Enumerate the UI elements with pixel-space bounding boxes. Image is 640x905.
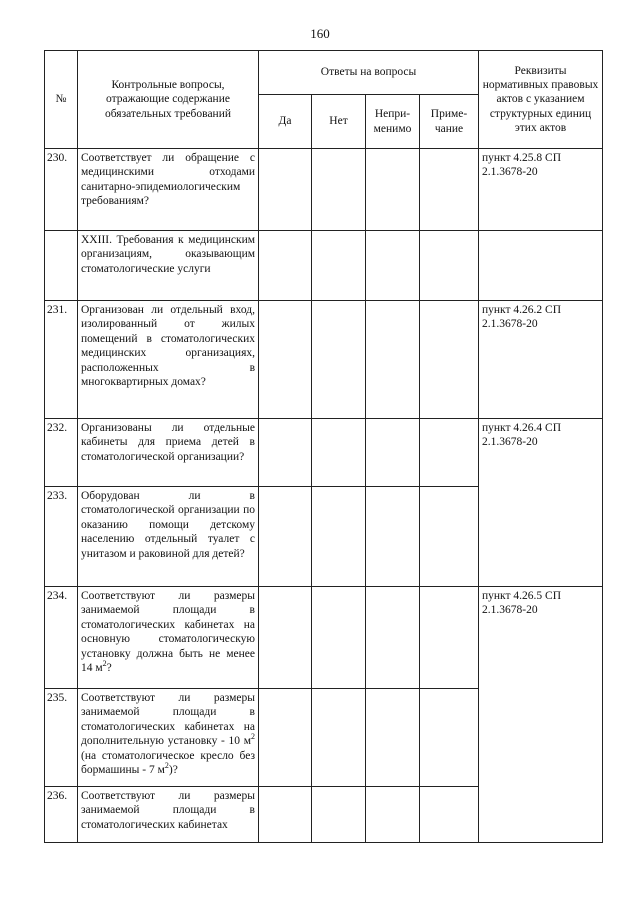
table-row xyxy=(45,301,603,419)
answer-yes-cell[interactable] xyxy=(259,787,312,843)
row-question: Оборудован ли в стоматологической организации по оказанию помощи детскому населению отдельный туалет с унитазом и раковиной для детей? xyxy=(78,487,259,587)
answer-yes-cell[interactable] xyxy=(259,487,312,587)
reference-line: 2.1.3678-20 xyxy=(482,604,538,617)
answer-no-cell[interactable] xyxy=(312,787,366,843)
answer-note-cell[interactable] xyxy=(420,419,479,487)
answer-note-cell[interactable] xyxy=(420,689,479,787)
row-question: Организован ли отдельный вход, изолированный от жилых помещений в стоматологических медицинских организациях, расположенных в многоквартирных домах? xyxy=(78,301,259,419)
answer-na-cell[interactable] xyxy=(366,787,420,843)
header-questions: Контрольные вопросы, отражающие содержание обязательных требований xyxy=(78,51,259,149)
row-number: 235. xyxy=(45,689,78,787)
row-number: 232. xyxy=(45,419,78,487)
header-na: Непри-менимо xyxy=(366,95,420,149)
reference-line: пункт 4.26.2 СП xyxy=(482,304,561,316)
answer-note-cell[interactable] xyxy=(420,149,479,231)
table-row xyxy=(45,419,603,487)
answer-na-cell[interactable] xyxy=(366,149,420,231)
row-question: Соответствуют ли размеры занимаемой площади в стоматологических кабинетах на основную стоматологическую установку должна быть не менее 14 $м^2$? xyxy=(78,587,259,689)
answer-no-cell[interactable] xyxy=(312,689,366,787)
row-number: 230. xyxy=(45,149,78,231)
checklist-table xyxy=(44,50,603,843)
section-row xyxy=(45,231,603,301)
section-heading: XXIII. Требования к медицинским организациям, оказывающим стоматологические услуги xyxy=(78,231,259,301)
answer-yes-cell[interactable] xyxy=(259,301,312,419)
row-question: Соответствуют ли размеры занимаемой площади в стоматологических кабинетах xyxy=(78,787,259,843)
answer-no-cell[interactable] xyxy=(312,487,366,587)
reference-line: пункт 4.25.8 СП xyxy=(482,152,561,164)
row-reference xyxy=(479,587,603,843)
row-question: Организованы ли отдельные кабинеты для приема детей в стоматологической организации? xyxy=(78,419,259,487)
answer-na-cell[interactable] xyxy=(366,587,420,689)
row-number: 236. xyxy=(45,787,78,843)
page-number: 160 xyxy=(310,26,330,41)
header-note: Приме-чание xyxy=(420,95,479,149)
row-question: Соответствует ли обращение с медицинскими отходами санитарно-эпидемиологическим требованиям? xyxy=(78,149,259,231)
reference-line: пункт 4.26.5 СП xyxy=(482,590,561,602)
reference-line: 2.1.3678-20 xyxy=(482,436,538,449)
answer-note-cell[interactable] xyxy=(420,787,479,843)
answer-yes-cell[interactable] xyxy=(259,149,312,231)
row-number: 231. xyxy=(45,301,78,419)
header-num: № xyxy=(45,51,78,149)
row-reference xyxy=(479,149,603,231)
header-answers: Ответы на вопросы xyxy=(259,51,479,95)
answer-note-cell[interactable] xyxy=(420,487,479,587)
answer-na-cell[interactable] xyxy=(366,419,420,487)
row-reference xyxy=(479,301,603,419)
header-yes: Да xyxy=(259,95,312,149)
answer-note-cell[interactable] xyxy=(420,301,479,419)
answer-na-cell[interactable] xyxy=(366,487,420,587)
header-no: Нет xyxy=(312,95,366,149)
answer-yes-cell[interactable] xyxy=(259,419,312,487)
row-reference xyxy=(479,419,603,587)
answer-no-cell[interactable] xyxy=(312,419,366,487)
reference-line: 2.1.3678-20 xyxy=(482,166,538,179)
row-number: 233. xyxy=(45,487,78,587)
table-row xyxy=(45,149,603,231)
header-requisites: Реквизиты нормативных правовых актов с указанием структурных единиц этих актов xyxy=(479,51,603,149)
row-question: Соответствуют ли размеры занимаемой площади в стоматологических кабинетах на дополнительную установку - 10 $м^2$ (на стоматологическое кресло без бормашины - 7 $м^2$)? xyxy=(78,689,259,787)
answer-no-cell[interactable] xyxy=(312,149,366,231)
reference-line: 2.1.3678-20 xyxy=(482,318,538,331)
answer-na-cell[interactable] xyxy=(366,301,420,419)
answer-no-cell[interactable] xyxy=(312,587,366,689)
row-number: 234. xyxy=(45,587,78,689)
answer-yes-cell[interactable] xyxy=(259,587,312,689)
answer-no-cell[interactable] xyxy=(312,301,366,419)
reference-line: пункт 4.26.4 СП xyxy=(482,422,561,434)
answer-yes-cell[interactable] xyxy=(259,689,312,787)
answer-na-cell[interactable] xyxy=(366,689,420,787)
table-row xyxy=(45,587,603,689)
answer-note-cell[interactable] xyxy=(420,587,479,689)
